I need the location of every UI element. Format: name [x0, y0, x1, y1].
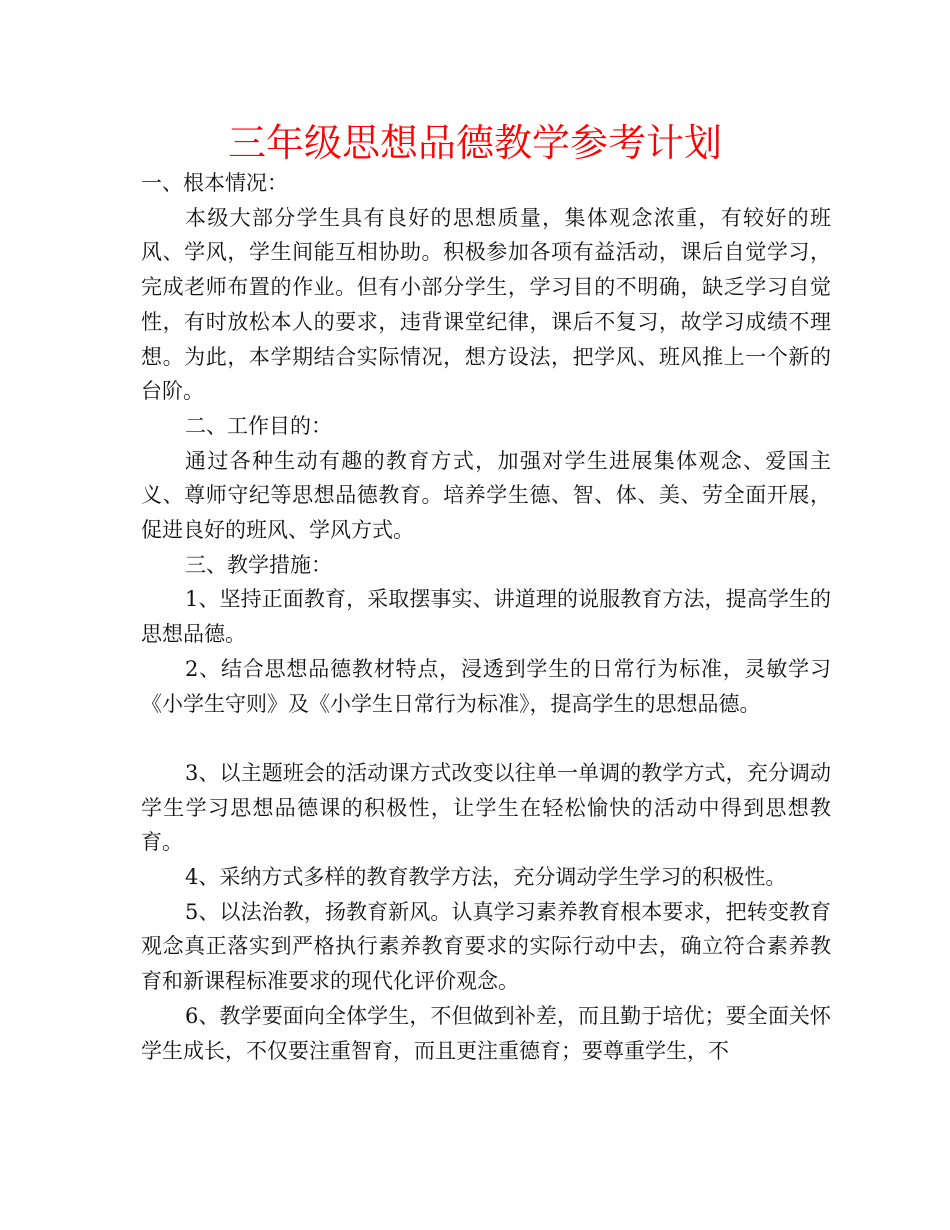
measure-item-1: 1、坚持正面教育，采取摆事实、讲道理的说服教育方法，提高学生的思想品德。: [141, 587, 831, 647]
section-heading-goals: 二、工作目的：: [185, 413, 332, 438]
section-heading-basic: 一、根本情况：: [141, 171, 288, 195]
paragraph-goals: 通过各种生动有趣的教育方式，加强对学生进展集体观念、爱国主义、尊师守纪等思想品德教育。培养学生德、智、体、美、劳全面开展，促进良好的班风、学风方式。: [141, 448, 831, 543]
measure-item-3: 3、以主题班会的活动课方式改变以往单一单调的教学方式，充分调动学生学习思想品德课的积极性，让学生在轻松愉快的活动中得到思想教育。: [141, 760, 831, 855]
blank-line: [141, 721, 831, 756]
document-body: [141, 166, 831, 1068]
measure-item-6: 6、教学要面向全体学生，不但做到补差，而且勤于培优；要全面关怀学生成长，不仅要注重智育，而且更注重德育；要尊重学生，不: [141, 1003, 831, 1063]
measure-item-4: 4、采纳方式多样的教育教学方法，充分调动学生学习的积极性。: [185, 865, 787, 890]
measure-item-2: 2、结合思想品德教材特点，浸透到学生的日常行为标准，灵敏学习《小学生守则》及《小学生日常行为标准》，提高学生的思想品德。: [141, 656, 831, 716]
document-title: 三年级思想品德教学参考计划: [227, 121, 722, 165]
paragraph-basic-situation: 本级大部分学生具有良好的思想质量，集体观念浓重，有较好的班风、学风，学生间能互相协助。积极参加各项有益活动，课后自觉学习，完成老师布置的作业。但有小部分学生，学习目的不明确，缺乏学习自觉性，有时放松本人的要求，违背课堂纪律，课后不复习，故学习成绩不理想。为此，本学期结合实际情况，想方设法，把学风、班风推上一个新的台阶。: [141, 205, 831, 404]
measure-item-5: 5、以法治教，扬教育新风。认真学习素养教育根本要求，把转变教育观念真正落实到严格执行素养教育要求的实际行动中去，确立符合素养教育和新课程标准要求的现代化评价观念。: [141, 899, 831, 994]
section-heading-measures: 三、教学措施：: [185, 552, 332, 577]
